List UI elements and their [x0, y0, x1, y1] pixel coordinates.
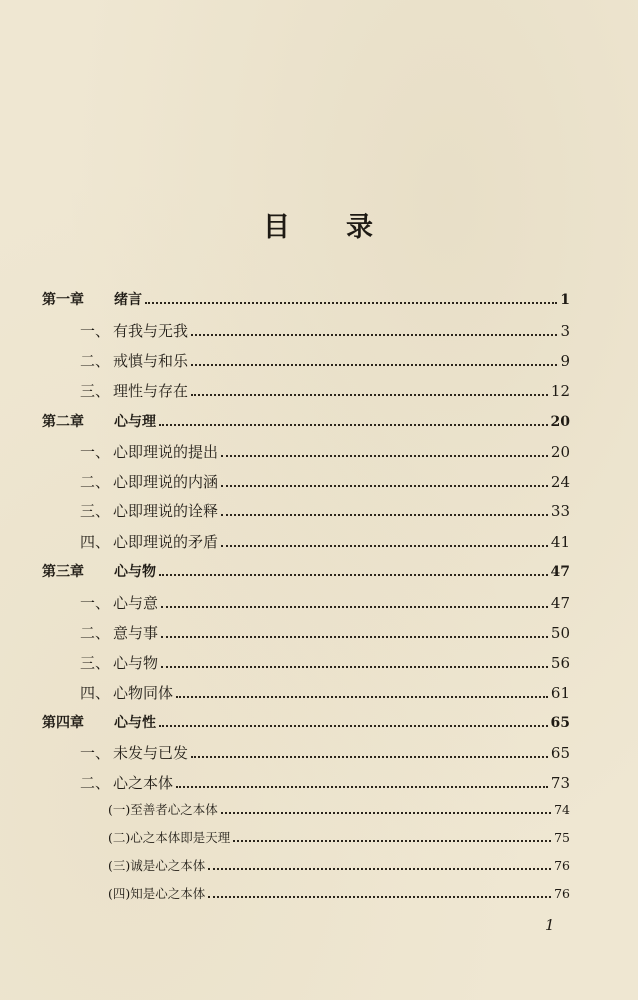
toc-subsection-entry: [108, 800, 570, 818]
title-char-1: 目: [263, 212, 292, 243]
toc-entry-label: [80, 441, 218, 462]
toc-entry-title: 心与意: [113, 594, 159, 612]
toc-page-number: 73: [550, 774, 570, 792]
toc-entry-number: 三、: [80, 502, 111, 520]
toc-entry-label: [80, 652, 158, 673]
toc-entry-number: (一): [108, 802, 131, 817]
toc-page-number: 41: [550, 533, 570, 551]
toc-section-entry: [80, 350, 570, 371]
toc-entry-title: 心即理说的矛盾: [113, 533, 219, 551]
toc-subsection-entry: [108, 856, 570, 874]
toc-entry-number: (二): [108, 830, 131, 845]
toc-section-entry: [80, 682, 570, 703]
toc-page-number: 75: [554, 830, 570, 845]
toc-section-entry: [80, 652, 570, 673]
toc-entry-number: 二、: [80, 624, 111, 642]
toc-entry-number: (三): [108, 858, 131, 873]
toc-entry-label: [42, 712, 156, 732]
toc-entry-title: 诚是心之本体: [130, 858, 206, 873]
toc-entry-title: 心与性: [114, 715, 156, 731]
toc-page-number: 24: [550, 473, 570, 491]
toc-entry-title: 理性与存在: [113, 382, 189, 400]
toc-entry-number: 第四章: [42, 715, 84, 731]
toc-page-number: 1: [560, 292, 570, 308]
toc-entry-number: 第三章: [42, 564, 84, 580]
toc-entry-label: [108, 884, 205, 902]
dot-leader: [191, 756, 548, 758]
dot-leader: [176, 696, 548, 698]
toc-entry-title: 知是心之本体: [130, 886, 206, 901]
toc-page-number: 65: [550, 744, 570, 762]
toc-entry-title: 心之本体: [113, 774, 174, 792]
toc-entry-number: 二、: [80, 774, 111, 792]
dot-leader: [221, 545, 548, 547]
toc-entry-number: 三、: [80, 382, 111, 400]
toc-entry-label: [42, 289, 142, 309]
toc-page-number: 20: [550, 443, 570, 461]
toc-entry-title: 意与事: [113, 624, 159, 642]
dot-leader: [208, 896, 551, 898]
toc-chapter-entry: [42, 712, 570, 732]
toc-section-entry: [80, 772, 570, 793]
dot-leader: [191, 364, 557, 366]
dot-leader: [208, 868, 551, 870]
toc-page-number: 47: [550, 564, 570, 580]
dot-leader: [233, 840, 551, 842]
toc-entry-number: 一、: [80, 594, 111, 612]
toc-entry-number: 一、: [80, 322, 111, 340]
dot-leader: [161, 666, 548, 668]
page-title: [0, 205, 638, 244]
toc-section-entry: [80, 320, 570, 341]
toc-section-entry: [80, 380, 570, 401]
toc-entry-title: 戒慎与和乐: [113, 352, 189, 370]
toc-chapter-entry: [42, 411, 570, 431]
toc-entry-label: [80, 380, 188, 401]
toc-entry-label: [42, 561, 156, 581]
toc-subsection-entry: [108, 828, 570, 846]
toc-page-number: 76: [554, 858, 570, 873]
toc-entry-label: [80, 471, 218, 492]
dot-leader: [221, 485, 548, 487]
toc-entry-number: 二、: [80, 473, 111, 491]
toc-page-number: 9: [560, 352, 570, 370]
toc-entry-title: 心与物: [113, 654, 159, 672]
dot-leader: [221, 455, 548, 457]
toc-entry-label: [108, 856, 205, 874]
toc-section-entry: [80, 531, 570, 552]
toc-entry-number: 一、: [80, 443, 111, 461]
toc-section-entry: [80, 622, 570, 643]
toc-entry-title: 至善者心之本体: [130, 802, 218, 817]
toc-entry-title: 绪言: [114, 292, 142, 308]
toc-entry-title: 心即理说的内涵: [113, 473, 219, 491]
dot-leader: [159, 424, 548, 426]
toc-chapter-entry: [42, 289, 570, 309]
toc-page-number: 65: [550, 715, 570, 731]
toc-page-number: 74: [554, 802, 570, 817]
dot-leader: [191, 394, 548, 396]
toc-entry-number: 三、: [80, 654, 111, 672]
toc-entry-number: (四): [108, 886, 131, 901]
dot-leader: [159, 574, 548, 576]
dot-leader: [145, 302, 557, 304]
toc-page-number: 33: [550, 502, 570, 520]
toc-section-entry: [80, 592, 570, 613]
dot-leader: [176, 786, 548, 788]
toc-entry-title: 心与物: [114, 564, 156, 580]
toc-entry-label: [80, 592, 158, 613]
toc-entry-title: 心即理说的提出: [113, 443, 219, 461]
toc-section-entry: [80, 500, 570, 521]
toc-entry-number: 第二章: [42, 414, 84, 430]
toc-entry-number: 第一章: [42, 292, 84, 308]
toc-page-number: 47: [550, 594, 570, 612]
toc-entry-number: 一、: [80, 744, 111, 762]
toc-page-number: 12: [550, 382, 570, 400]
toc-entry-title: 心之本体即是天理: [130, 830, 231, 845]
dot-leader: [191, 334, 557, 336]
dot-leader: [221, 812, 551, 814]
toc-entry-title: 心与理: [114, 414, 156, 430]
toc-entry-label: [108, 828, 230, 846]
toc-entry-label: [42, 411, 156, 431]
toc-entry-label: [80, 682, 173, 703]
toc-page-number: 20: [550, 414, 570, 430]
toc-page-number: 50: [550, 624, 570, 642]
toc-entry-label: [108, 800, 218, 818]
dot-leader: [221, 514, 548, 516]
title-char-2: 录: [346, 212, 375, 243]
toc-entry-title: 未发与已发: [113, 744, 189, 762]
toc-page-number: 3: [560, 322, 570, 340]
toc-entry-label: [80, 622, 158, 643]
dot-leader: [161, 636, 548, 638]
toc-entry-label: [80, 320, 188, 341]
toc-page-number: 76: [554, 886, 570, 901]
toc-entry-label: [80, 500, 218, 521]
toc-subsection-entry: [108, 884, 570, 902]
toc-page-number: 56: [550, 654, 570, 672]
toc-chapter-entry: [42, 561, 570, 581]
toc-entry-title: 有我与无我: [113, 322, 189, 340]
dot-leader: [161, 606, 548, 608]
toc-entry-label: [80, 742, 188, 763]
toc-entry-label: [80, 350, 188, 371]
toc-entry-title: 心物同体: [113, 684, 174, 702]
toc-entry-number: 二、: [80, 352, 111, 370]
toc-section-entry: [80, 742, 570, 763]
toc-section-entry: [80, 471, 570, 492]
page-number: 1: [545, 916, 555, 934]
toc-entry-label: [80, 772, 173, 793]
toc-entry-number: 四、: [80, 533, 111, 551]
dot-leader: [159, 725, 548, 727]
toc-page-number: 61: [550, 684, 570, 702]
toc-entry-label: [80, 531, 218, 552]
toc-entry-title: 心即理说的诠释: [113, 502, 219, 520]
toc-entry-number: 四、: [80, 684, 111, 702]
toc-section-entry: [80, 441, 570, 462]
